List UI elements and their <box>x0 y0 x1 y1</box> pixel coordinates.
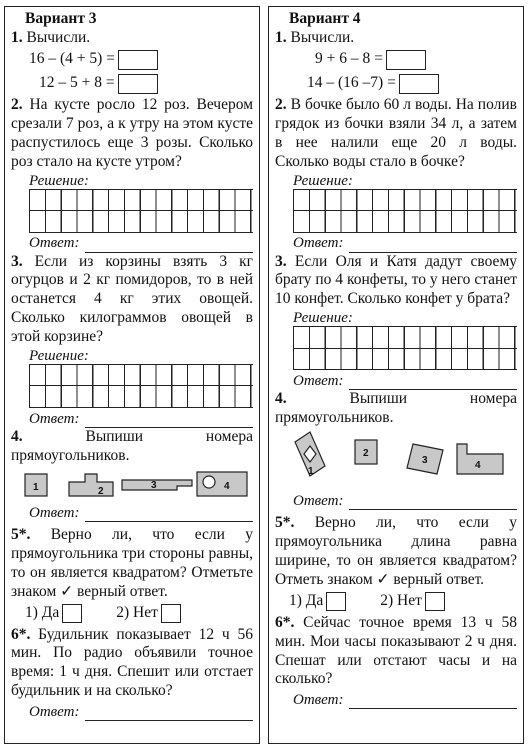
solution-grid[interactable] <box>29 364 253 408</box>
task-text: Если из корзины взять 3 кг огурцов и 2 кг помидоров, то в ней останется 4 кг этих овощей. Сколько килограммов овощей в этой корзине? <box>11 252 253 346</box>
answer-box[interactable] <box>399 74 439 94</box>
variant-4-card <box>268 6 524 744</box>
task-1 <box>275 29 517 96</box>
answer-label: Ответ: <box>293 492 344 509</box>
task-number: 5*. <box>275 514 295 532</box>
answer-line[interactable] <box>85 707 253 721</box>
expression: 16 – (4 + 5) = <box>29 50 115 68</box>
shape-long-rect <box>122 480 192 490</box>
solution-label: Решение: <box>293 172 353 189</box>
expression: 12 – 5 + 8 = <box>39 74 115 92</box>
shape-label: 2 <box>363 448 369 460</box>
task-number: 4. <box>275 390 287 408</box>
task-text: Вычисли. <box>22 29 91 46</box>
shape-circle <box>203 476 215 488</box>
shapes-figure <box>11 466 253 502</box>
task-number: 5*. <box>11 525 31 543</box>
task-5 <box>275 514 517 614</box>
task-number: 1. <box>275 29 287 46</box>
task-6 <box>275 614 517 710</box>
option-no-checkbox[interactable] <box>161 604 181 623</box>
variant-title: Вариант 4 <box>289 10 361 27</box>
task-text: Верно ли, что если у прямоугольника три стороны равны, то он является квадратом? Отметьте знаком ✓ верный ответ. <box>11 525 253 600</box>
option-no-label: 2) Нет <box>380 592 422 610</box>
answer-line[interactable] <box>85 239 253 253</box>
answer-line[interactable] <box>349 496 517 510</box>
option-yes-checkbox[interactable] <box>326 592 346 611</box>
task-text: Если Оля и Катя дадут своему брату по 4 конфеты, то у него станет 10 конфет. Сколько конфет у брата? <box>275 252 517 308</box>
task-number: 6*. <box>275 613 295 631</box>
answer-box[interactable] <box>118 50 158 70</box>
answer-line[interactable] <box>85 414 253 428</box>
task-text: Верно ли, что если у прямоугольника длина равна ширине, то он является квадратом? Отметь знаком ✓ верный ответ. <box>275 514 517 588</box>
task-5 <box>11 526 253 626</box>
answer-line[interactable] <box>349 695 517 709</box>
task-3 <box>275 253 517 391</box>
answer-line[interactable] <box>85 508 253 522</box>
task-3 <box>11 253 253 429</box>
shape-label: 4 <box>224 480 230 492</box>
shapes-svg <box>11 466 251 502</box>
option-yes-checkbox[interactable] <box>62 604 82 623</box>
task-text: В бочке было 60 л воды. На полив грядок из бочки взяли 34 л, а затем в нее налили еще 20 л воды. Сколько воды стало в бочке? <box>275 95 517 170</box>
expression: 14 – (16 –7) = <box>307 74 396 92</box>
task-1 <box>11 29 253 96</box>
task-4 <box>11 428 253 522</box>
answer-label: Ответ: <box>29 703 80 720</box>
task-number: 2. <box>11 95 23 113</box>
task-number: 6*. <box>11 625 31 643</box>
answer-label: Ответ: <box>293 372 344 389</box>
answer-box[interactable] <box>386 50 426 70</box>
answer-label: Ответ: <box>293 692 344 709</box>
option-yes-label: 1) Да <box>25 604 60 622</box>
shape-label: 1 <box>33 481 39 493</box>
shape-label: 3 <box>422 455 428 467</box>
shapes-figure <box>275 428 517 490</box>
task-2 <box>11 96 253 253</box>
shape-label: 1 <box>308 466 314 478</box>
solution-label: Решение: <box>29 172 89 189</box>
answer-label: Ответ: <box>29 235 80 252</box>
task-text: Будильник показывает 12 ч 56 мин. По радио объявили точное время: 1 ч дня. Спешит или отстает будильник и на сколько? <box>11 625 253 700</box>
task-number: 4. <box>11 428 23 446</box>
task-text: Выпиши номера прямоугольников. <box>11 428 253 464</box>
answer-label: Ответ: <box>29 504 80 521</box>
solution-label: Решение: <box>293 310 353 327</box>
variant-title: Вариант 3 <box>25 10 97 27</box>
option-yes-label: 1) Да <box>289 592 324 610</box>
shape-l-figure <box>69 474 113 496</box>
option-no-checkbox[interactable] <box>425 592 445 611</box>
solution-label: Решение: <box>29 348 89 365</box>
answer-label: Ответ: <box>293 235 344 252</box>
task-6 <box>11 626 253 722</box>
task-2 <box>275 96 517 253</box>
task-text: Выпиши номера прямоугольников. <box>275 390 517 427</box>
task-number: 2. <box>275 95 287 113</box>
expression: 9 + 6 – 8 = <box>315 50 383 68</box>
task-text: На кусте росло 12 роз. Вечером срезали 7 роз, а к утру на этом кусте распустилось еще 3 розы. Сколько роз стало на кусте утром? <box>11 95 253 170</box>
variant-3-card <box>4 6 260 744</box>
answer-box[interactable] <box>118 74 158 94</box>
task-text: Вычисли. <box>286 29 355 46</box>
solution-grid[interactable] <box>293 189 517 233</box>
answer-line[interactable] <box>349 376 517 390</box>
task-number: 1. <box>11 29 23 46</box>
shape-label: 4 <box>475 460 481 472</box>
task-4 <box>275 390 517 510</box>
option-no-label: 2) Нет <box>116 604 158 622</box>
answer-label: Ответ: <box>29 410 80 427</box>
task-number: 3. <box>275 252 287 270</box>
shape-label: 2 <box>98 485 104 497</box>
answer-line[interactable] <box>349 239 517 253</box>
solution-grid[interactable] <box>293 326 517 370</box>
shapes-svg <box>275 428 515 490</box>
shape-label: 3 <box>151 479 157 491</box>
task-number: 3. <box>11 252 23 270</box>
solution-grid[interactable] <box>29 189 253 233</box>
task-text: Сейчас точное время 13 ч 58 мин. Мои часы показывают 2 ч дня. Спешат или отстают часы и на сколько? <box>275 613 517 688</box>
